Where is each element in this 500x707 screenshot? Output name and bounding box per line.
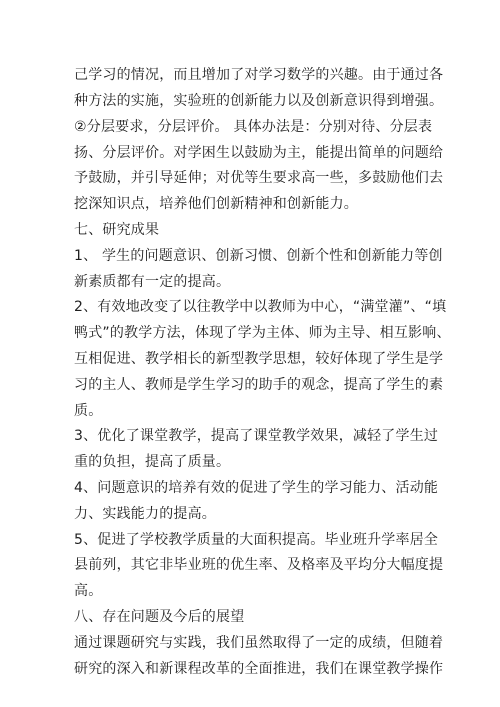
- text-line: 鸭式”的教学方法，体现了学为主体、师为主导、相互影响、: [74, 325, 451, 341]
- text-line: 种方法的实施，实验班的创新能力以及创新意识得到增强。: [74, 93, 444, 109]
- text-line: 4、问题意识的培养有效的促进了学生的学习能力、活动能: [74, 480, 439, 496]
- text-line: 予鼓励，并引导延伸；对优等生要求高一些，多鼓励他们去: [74, 170, 444, 186]
- text-line: 研究的深入和新课程改革的全面推进，我们在课堂教学操作: [74, 661, 444, 677]
- text-line: 互相促进、教学相长的新型教学思想，较好体现了学生是学: [74, 351, 444, 367]
- text-line: 重的负担，提高了质量。: [74, 454, 231, 470]
- text-line: 通过课题研究与实践，我们虽然取得了一定的成绩，但随着: [74, 635, 444, 651]
- text-line: 质。: [74, 403, 103, 419]
- text-line: 5、促进了学校教学质量的大面积提高。毕业班升学率居全: [74, 532, 439, 548]
- text-line: 力、实践能力的提高。: [74, 506, 216, 522]
- text-line: 新素质都有一定的提高。: [74, 274, 231, 290]
- text-line: 习的主人、教师是学生学习的助手的观念，提高了学生的素: [74, 377, 444, 393]
- text-line: 扬、分层评价。对学困生以鼓励为主，能提出简单的问题给: [74, 145, 444, 161]
- text-line: 挖深知识点，培养他们创新精神和创新能力。: [74, 196, 358, 212]
- text-line: 高。: [74, 583, 103, 599]
- text-line: 3、优化了课堂教学，提高了课堂教学效果，减轻了学生过: [74, 428, 439, 444]
- text-line: 1、 学生的问题意识、创新习惯、创新个性和创新能力等创: [74, 248, 443, 264]
- text-line: ②分层要求，分层评价。 具体办法是：分别对待、分层表: [74, 119, 433, 135]
- section-heading: 八、存在问题及今后的展望: [74, 609, 245, 625]
- text-line: 县前列，其它非毕业班的优生率、及格率及平均分大幅度提: [74, 557, 444, 573]
- text-line: 己学习的情况，而且增加了对学习数学的兴趣。由于通过各: [74, 67, 444, 83]
- section-heading: 七、研究成果: [74, 222, 160, 238]
- text-line: 2、有效地改变了以往教学中以教师为中心，“满堂灌”、“填: [74, 299, 447, 315]
